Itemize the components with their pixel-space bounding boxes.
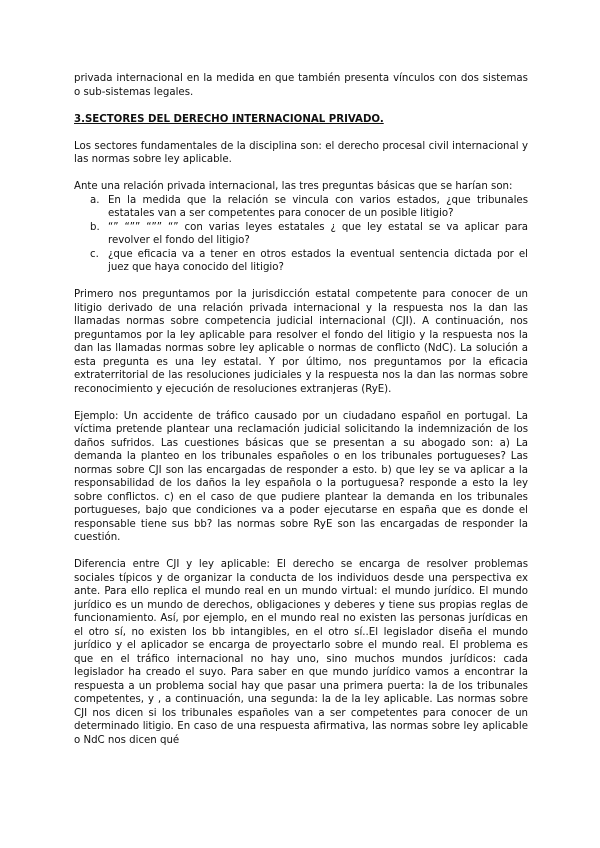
questions-list: [74, 194, 528, 275]
document-body: [74, 72, 528, 747]
question-item: [74, 221, 528, 248]
question-text: En la medida que la relación se vincula con varios estados, ¿que tribunales estatales van a ser competentes para conocer de un posible litigio?: [108, 194, 528, 219]
diferencia-paragraph: Diferencia entre CJI y ley aplicable: El derecho se encarga de resolver problemas sociales típicos y de organizar la conducta de los individuos desde una perspectiva ex ante. Para ello replica el mundo real en un mundo virtual: el mundo jurídico. El mundo jurídico es un mundo de derechos, obligaciones y deberes y tiene sus propias reglas de funcionamiento. Así, por ejemplo, en el mundo real no existen las personas jurídicas en el otro sí, no existen los bb intangibles, en el otro sí..El legislador diseña el mundo jurídico y el aplicador se encarga de proyectarlo sobre el mundo real. El problema es que en el tráfico internacional no hay uno, sino muchos mundos jurídicos: cada legislador ha creado el suyo. Para saber en que mundo jurídico vamos a encontrar la respuesta a un problema social hay que pasar una primera puerta: la de los tribunales competentes, y , a continuación, una segunda: la de la ley aplicable. Las normas sobre CJI nos dicen si los tribunales españoles van a ser competentes para conocer de un determinado litigio. En caso de una respuesta afirmativa, las normas sobre ley aplicable o NdC nos dicen qué: [74, 559, 528, 746]
section-heading: 3.SECTORES DEL DERECHO INTERNACIONAL PRIVADO.: [74, 113, 384, 125]
intro-continuation-paragraph: privada internacional en la medida en que también presenta vínculos con dos sistemas o sub-sistemas legales.: [74, 73, 528, 98]
question-text: “” “”” “”” “” con varias leyes estatales ¿ que ley estatal se va aplicar para revolver el fondo del litigio?: [108, 221, 528, 246]
question-marker: b.: [90, 221, 100, 233]
question-text: ¿que eficacia va a tener en otros estados la eventual sentencia dictada por el juez que haya conocido del litigio?: [108, 248, 528, 273]
questions-intro: Ante una relación privada internacional, las tres preguntas básicas que se harían son:: [74, 181, 513, 192]
question-item: [74, 194, 528, 221]
sectores-paragraph: Los sectores fundamentales de la disciplina son: el derecho procesal civil internacional y las normas sobre ley aplicable.: [74, 140, 528, 165]
question-marker: c.: [90, 248, 99, 260]
ejemplo-paragraph: Ejemplo: Un accidente de tráfico causado por un ciudadano español en portugal. La víctima pretende plantear una reclamación judicial solicitando la indemnización de los daños sufridos. Las cuestiones básicas que se presentan a su abogado son: a) La demanda la planteo en los tribunales españoles o en los tribunales portugueses? Las normas sobre CJI son las encargadas de responder a esto. b) que ley se va aplicar a la responsabilidad de los daños la ley española o la portuguesa? responde a esto la ley sobre conflictos. c) en el caso de que pudiere plantear la demanda en los tribunales portugueses, bajo que condiciones va a poder ejecutarse en españa que es donde el responsable tiene sus bb? las normas sobre RyE son las encargadas de responder la cuestión.: [74, 410, 528, 543]
question-item: [74, 248, 528, 275]
primero-paragraph: Primero nos preguntamos por la jurisdicción estatal competente para conocer de un litigio derivado de una relación privada internacional y la respuesta nos la dan las llamadas normas sobre competencia judicial internacional (CJI). A continuación, nos preguntamos por la ley aplicable para resolver el fondo del litigio y la respuesta nos la dan las llamadas normas sobre ley aplicable o normas de conflicto (NdC). La solución a esta pregunta es una ley estatal. Y por último, nos preguntamos por la eficacia extraterritorial de las resoluciones judiciales y la respuesta nos la dan las normas sobre reconocimiento y ejecución de resoluciones extranjeras (RyE).: [74, 289, 528, 395]
question-marker: a.: [90, 194, 100, 206]
